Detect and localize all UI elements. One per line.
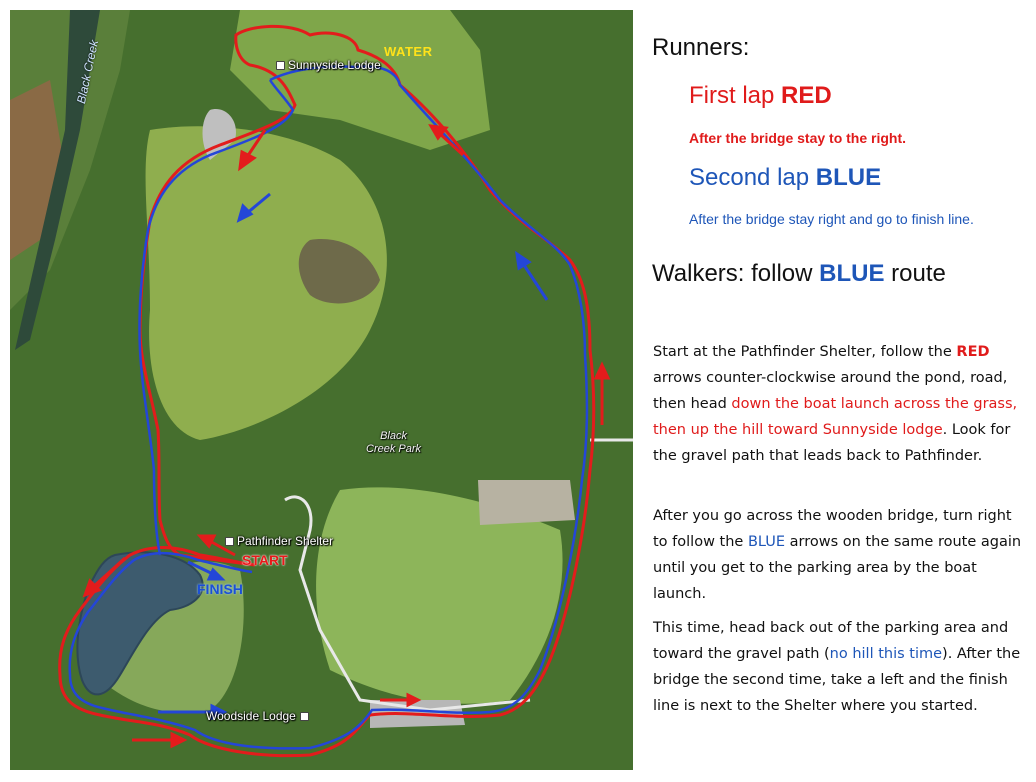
second-lap-note: After the bridge stay right and go to finish line. [689, 211, 974, 227]
park-label-line-1: Black [380, 430, 407, 442]
second-lap-label [689, 164, 881, 192]
p3-text-b: ). After the bridge the second time, take a left and the finish line is next to the Shelter where you started. [653, 646, 1021, 714]
walkers-suffix: route [891, 260, 946, 287]
instruction-paragraph-3 [653, 615, 1023, 719]
shelter-marker-icon [225, 537, 234, 546]
sunnyside-lodge-label [276, 58, 381, 72]
p1-text-c: . Look for the gravel path that leads back to Pathfinder. [653, 422, 1011, 464]
first-lap-color: RED [781, 82, 832, 109]
walkers-prefix: Walkers: follow [652, 260, 813, 287]
woodside-marker-icon [300, 712, 309, 721]
instruction-paragraph-1 [653, 339, 1023, 469]
park-label [366, 430, 421, 456]
p1-red-word: RED [956, 344, 990, 360]
p1-text-b: arrows counter-clockwise around the pond, road, then head [653, 370, 1008, 412]
first-lap-label [689, 82, 832, 110]
sunnyside-lodge-text: Sunnyside Lodge [288, 58, 381, 72]
first-lap-note: After the bridge stay to the right. [689, 130, 907, 146]
instruction-paragraph-2 [653, 503, 1023, 607]
p1-text-a: Start at the Pathfinder Shelter, follow the [653, 344, 952, 360]
creek-label: Black Creek [74, 38, 102, 105]
p2-blue-word: BLUE [747, 534, 786, 550]
trail-map [10, 10, 633, 770]
start-label: START [242, 552, 288, 568]
runners-heading: Runners: [652, 34, 750, 61]
pathfinder-shelter-label [225, 534, 333, 548]
woodside-lodge-label [206, 709, 312, 723]
parking-east [478, 480, 575, 525]
park-label-line-2: Creek Park [366, 443, 422, 455]
walkers-color: BLUE [819, 260, 885, 287]
p3-blue-phrase: no hill this time [829, 646, 943, 662]
p1-red-phrase: down the boat launch across the grass, then up the hill toward Sunnyside lodge [653, 396, 1018, 438]
walkers-instruction [652, 260, 946, 288]
p2-text-b: arrows on the same route again until you get to the parking area by the boat launch. [653, 534, 1022, 602]
finish-label: FINISH [197, 581, 243, 597]
second-lap-prefix: Second lap [689, 164, 810, 191]
pathfinder-shelter-text: Pathfinder Shelter [237, 534, 334, 548]
lodge-marker-icon [276, 61, 285, 70]
map-graphic [10, 10, 633, 770]
p3-text-a: This time, head back out of the parking area and toward the gravel path ( [653, 620, 1009, 662]
water-label: WATER [384, 44, 433, 59]
p2-text-a: After you go across the wooden bridge, turn right to follow the [653, 508, 1012, 550]
woodside-lodge-text: Woodside Lodge [206, 709, 296, 723]
first-lap-prefix: First lap [689, 82, 775, 109]
second-lap-color: BLUE [815, 164, 882, 191]
